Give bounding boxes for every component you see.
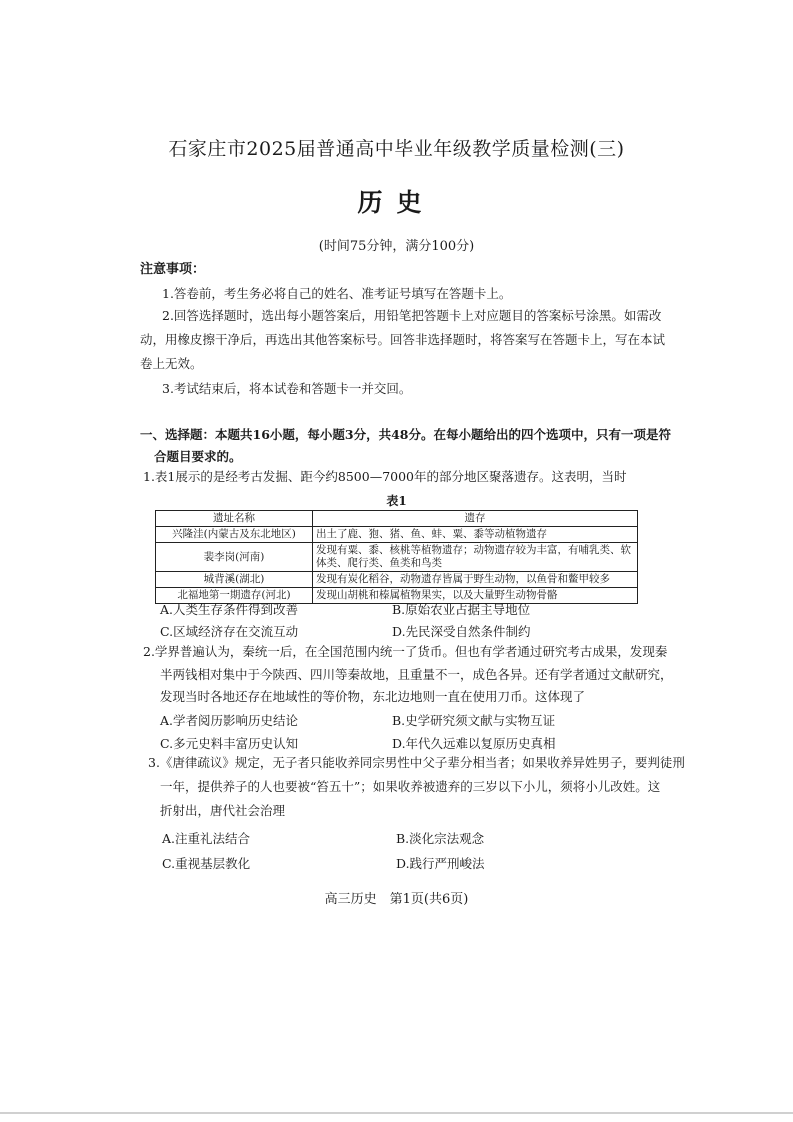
q1-option-b: B.原始农业占据主导地位 xyxy=(392,602,531,617)
table-cell-remains: 出土了鹿、狍、猪、鱼、蚌、粟、黍等动植物遗存 xyxy=(313,527,638,543)
table-header-remains: 遗存 xyxy=(313,511,638,527)
table-header-row xyxy=(156,511,638,527)
notice-item-1: 1.答卷前，考生务必将自己的姓名、准考证号填写在答题卡上。 xyxy=(162,286,512,301)
q2-line-1: 2.学界普遍认为，秦统一后，在全国范围内统一了货币。但也有学者通过研究考古成果，发现秦 xyxy=(143,644,668,659)
q1-option-a: A.人类生存条件得到改善 xyxy=(160,602,299,617)
section-line-2: 合题目要求的。 xyxy=(154,449,242,464)
q2-line-2: 半两钱相对集中于今陕西、四川等秦故地，且重量不一，成色各异。还有学者通过文献研究， xyxy=(160,667,673,682)
bottom-divider xyxy=(0,1112,793,1114)
q3-option-c: C.重视基层教化 xyxy=(162,856,251,871)
exam-title: 石家庄市2025届普通高中毕业年级教学质量检测(三) xyxy=(168,138,625,160)
table-cell-site: 北福地第一期遗存(河北) xyxy=(156,588,313,604)
table-cell-remains: 发现有炭化稻谷，动物遗存皆属于野生动物，以鱼骨和鳖甲较多 xyxy=(313,572,638,588)
table-cell-remains: 发现山胡桃和榛属植物果实，以及大量野生动物骨骼 xyxy=(313,588,638,604)
notice-item-3: 3.考试结束后，将本试卷和答题卡一并交回。 xyxy=(162,381,412,396)
time-note: (时间75分钟，满分100分) xyxy=(318,239,475,254)
q2-option-a: A.学者阅历影响历史结论 xyxy=(160,713,299,728)
subject-heading: 历史 xyxy=(357,188,436,217)
q3-line-1: 3.《唐律疏议》规定，无子者只能收养同宗男性中父子辈分相当者；如果收养异姓男子，要判徒刑 xyxy=(148,755,685,770)
q1-stem: 1.表1展示的是经考古发掘、距今约8500—7000年的部分地区聚落遗存。这表明，当时 xyxy=(143,469,627,484)
table-row xyxy=(156,572,638,588)
q2-option-c: C.多元史料丰富历史认知 xyxy=(160,736,299,751)
q2-line-3: 发现当时各地还存在地域性的等价物，东北边地则一直在使用刀币。这体现了 xyxy=(160,689,586,704)
table-caption: 表1 xyxy=(386,494,407,508)
q1-option-d: D.先民深受自然条件制约 xyxy=(392,624,531,639)
table-row xyxy=(156,543,638,572)
q3-line-3: 折射出，唐代社会治理 xyxy=(160,803,286,818)
table-cell-site: 裴李岗(河南) xyxy=(156,543,313,572)
notice-item-2-line-1: 2.回答选择题时，选出每小题答案后，用铅笔把答题卡上对应题目的答案标号涂黑。如需改 xyxy=(162,308,662,323)
notice-heading: 注意事项： xyxy=(140,262,206,277)
q3-line-2: 一年，提供养子的人也要被“笞五十”；如果收养被遗弃的三岁以下小儿，须将小儿改姓。这 xyxy=(160,779,661,794)
table-header-site: 遗址名称 xyxy=(156,511,313,527)
table-row xyxy=(156,527,638,543)
table-cell-site: 城背溪(湖北) xyxy=(156,572,313,588)
q3-option-d: D.践行严刑峻法 xyxy=(396,856,485,871)
page-footer: 高三历史 第1页(共6页) xyxy=(324,892,469,907)
q2-option-b: B.史学研究须文献与实物互证 xyxy=(392,713,556,728)
table-cell-remains: 发现有粟、黍、核桃等植物遗存；动物遗存较为丰富，有哺乳类、软体类、爬行类、鱼类和鸟类 xyxy=(313,543,638,572)
section-instructions xyxy=(140,424,671,468)
q3-option-a: A.注重礼法结合 xyxy=(162,831,251,846)
notice-item-2-line-3: 卷上无效。 xyxy=(140,356,203,371)
table-cell-site: 兴隆洼(内蒙古及东北地区) xyxy=(156,527,313,543)
q2-option-d: D.年代久远难以复原历史真相 xyxy=(392,736,556,751)
settlement-table xyxy=(155,510,638,604)
section-line-1: 一、选择题：本题共16小题，每小题3分，共48分。在每小题给出的四个选项中，只有一项是符 xyxy=(140,427,671,442)
q3-option-b: B.淡化宗法观念 xyxy=(396,831,485,846)
notice-item-2-line-2: 动，用橡皮擦干净后，再选出其他答案标号。回答非选择题时，将答案写在答题卡上，写在本试 xyxy=(140,332,666,347)
q1-option-c: C.区域经济存在交流互动 xyxy=(160,624,299,639)
